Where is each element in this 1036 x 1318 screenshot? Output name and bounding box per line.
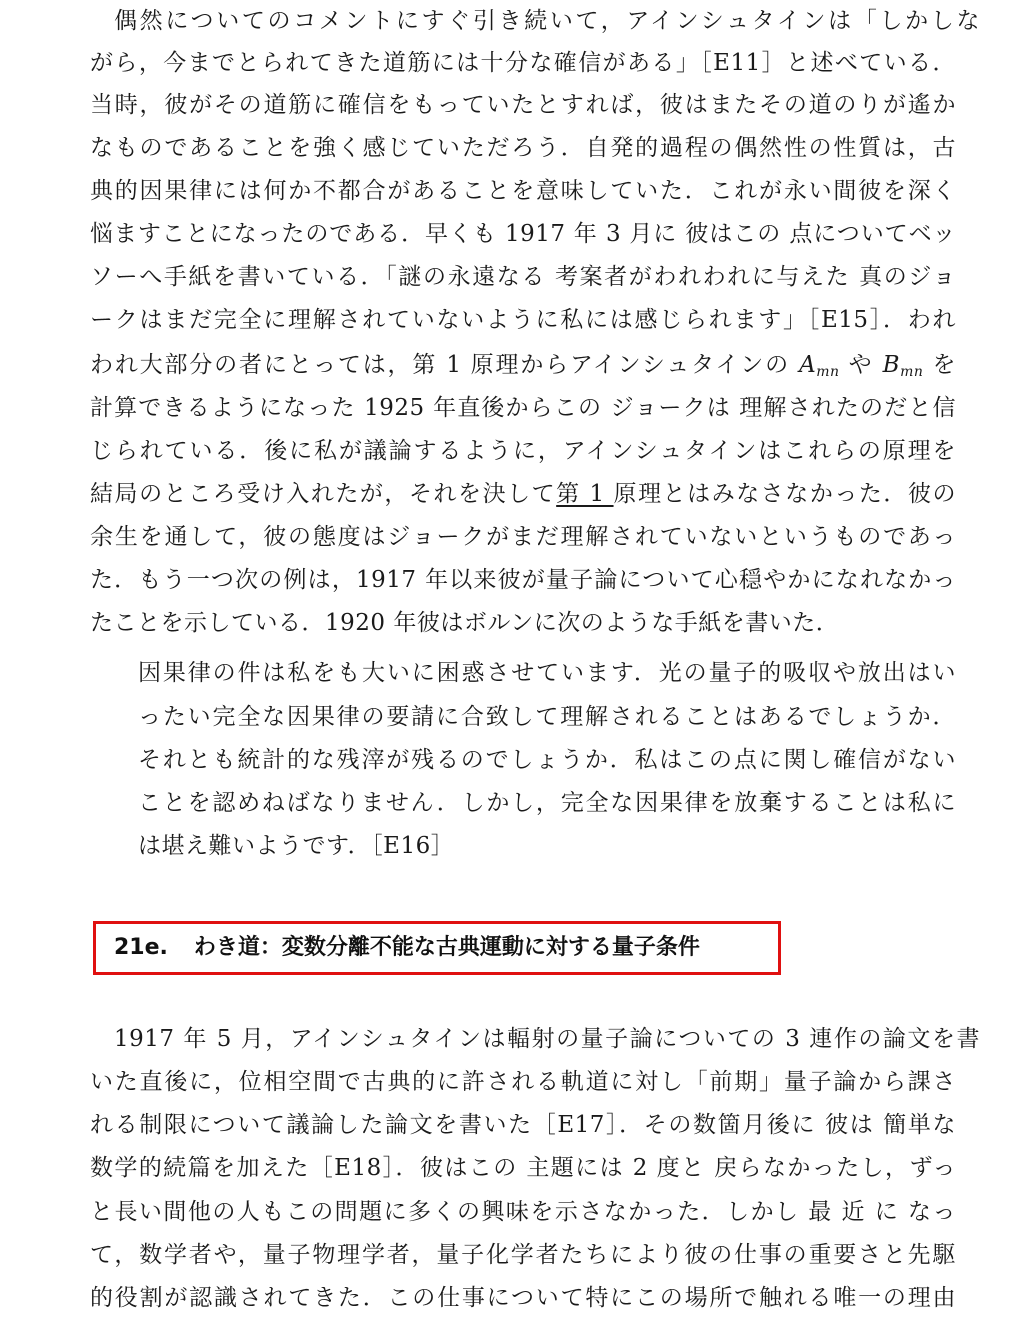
text-segment: 結局のところ受け入れたが，それを決して <box>90 481 557 507</box>
paragraph-line: 典的因果律には何か不都合があることを意味していた．これが永い間彼を深く <box>90 178 956 204</box>
text-segment: や <box>839 352 883 378</box>
paragraph-line: ソーへ手紙を書いている．「謎の永遠なる 考案者がわれわれに与えた 真のジョ <box>90 264 956 290</box>
math-subscript: mn <box>816 364 840 380</box>
math-symbol-a: A <box>799 352 817 378</box>
paragraph-line: 数学的続篇を加えた［E18］．彼はこの 主題には 2 度と 戻らなかったし，ずっ <box>90 1155 956 1181</box>
paragraph-line: 計算できるようになった 1925 年直後からこの ジョークは 理解されたのだと信 <box>90 395 956 421</box>
quote-line: ったい完全な因果律の要請に合致して理解されることはあるでしょうか． <box>138 704 956 730</box>
quote-line: 因果律の件は私をも大いに困惑させています．光の量子的吸収や放出はい <box>138 660 956 686</box>
paragraph-line: なものであることを強く感じていただろう．自発的過程の偶然性の性質は，古 <box>90 135 956 161</box>
paragraph-line: 悩ますことになったのである．早くも 1917 年 3 月に 彼はこの 点についてベッ <box>90 221 956 247</box>
math-subscript: mn <box>900 364 924 380</box>
paragraph-line: じられている．後に私が議論するように，アインシュタインはこれらの原理を <box>90 438 956 464</box>
paragraph-line-with-math <box>90 350 956 387</box>
paragraph-line: て，数学者や，量子物理学者，量子化学者たちにより彼の仕事の重要さと先駆 <box>90 1242 956 1268</box>
underlined-text: 第 1 <box>556 481 614 507</box>
section-heading <box>114 934 700 962</box>
paragraph-line: 当時，彼がその道筋に確信をもっていたとすれば，彼はまたその道のりが遙か <box>90 92 956 118</box>
section-title: わき道：変数分離不能な古典運動に対する量子条件 <box>193 935 700 960</box>
quote-line: は堪え難いようです．［E16］ <box>138 833 455 859</box>
paragraph-line: 余生を通して，彼の態度はジョークがまだ理解されていないというものであっ <box>90 524 956 550</box>
text-segment: われ大部分の者にとっては，第 1 原理からアインシュタインの <box>90 352 800 378</box>
quote-line: ことを認めねばなりません．しかし，完全な因果律を放棄することは私に <box>138 790 956 816</box>
paragraph-line-with-underline <box>90 479 956 509</box>
text-segment: 原理とはみなさなかった．彼の <box>613 481 957 507</box>
math-symbol-b: B <box>882 352 901 378</box>
section-number: 21e. <box>114 935 168 960</box>
section-heading-box <box>93 921 781 975</box>
paragraph-line: た．もう一つ次の例は，1917 年以来彼が量子論について心穏やかになれなかっ <box>90 567 956 593</box>
quote-line: それとも統計的な残滓が残るのでしょうか．私はこの点に関し確信がない <box>138 747 956 773</box>
text-segment: を <box>923 352 957 378</box>
paragraph-line: れる制限について議論した論文を書いた［E17］．その数箇月後に 彼は 簡単な <box>90 1112 956 1138</box>
paragraph-line: 1917 年 5 月，アインシュタインは輻射の量子論についての 3 連作の論文を書 <box>114 1026 980 1052</box>
paragraph-line: がら，今までとられてきた道筋には十分な確信がある」［E11］と述べている． <box>90 50 956 76</box>
paragraph-line: と長い間他の人もこの問題に多くの興味を示さなかった．しかし 最 近 に なっ <box>90 1199 956 1225</box>
paragraph-line: たことを示している．1920 年彼はボルンに次のような手紙を書いた． <box>90 610 840 636</box>
paragraph-line: ークはまだ完全に理解されていないように私には感じられます」［E15］．われ <box>90 307 956 333</box>
paragraph-line: いた直後に，位相空間で古典的に許される軌道に対し「前期」量子論から課さ <box>90 1069 956 1095</box>
paragraph-line: 偶然についてのコメントにすぐ引き続いて，アインシュタインは「しかしな <box>114 8 980 34</box>
paragraph-line: 的役割が認識されてきた．この仕事について特にこの場所で触れる唯一の理由 <box>90 1285 956 1311</box>
